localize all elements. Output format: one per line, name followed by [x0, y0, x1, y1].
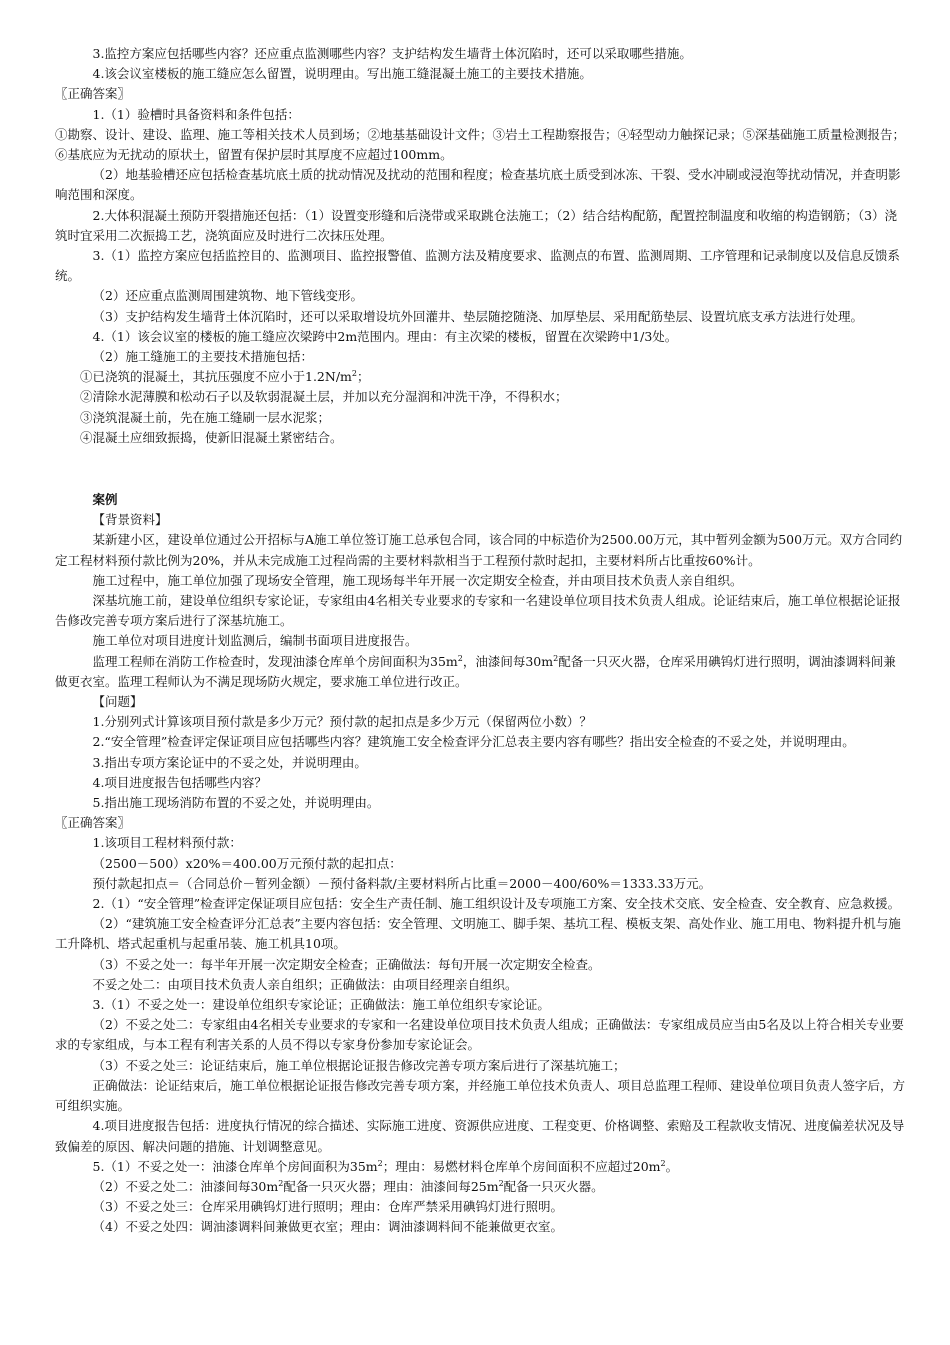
answer-1-1: 1.（1）验槽时具备资料和条件包括： [92, 106, 300, 122]
case-answer-3-1: 3.（1）不妥之处一：建设单位组织专家论证；正确做法：施工单位组织专家论证。 [92, 997, 550, 1013]
case-answer-2-2: （2）“建筑施工安全检查评分汇总表”主要内容包括：安全管理、文明施工、脚手架、基坑工程、模板支架、高处作业、施工用电、物料提升机与施工升降机、塔式起重机与起重吊装、施工机具10项。 [55, 916, 901, 952]
answer-section-1 [55, 44, 905, 448]
case-answer-3-4: 正确做法：论证结束后，施工单位根据论证报告修改完善专项方案，并经施工单位技术负责人、项目总监理工程师、建设单位项目负责人签字后，方可组织实施。 [55, 1077, 906, 1114]
case-answer-1: 1.该项目工程材料预付款： [92, 835, 242, 851]
answer-3-1: 3.（1）监控方案应包括监控目的、监测项目、监控报警值、监测方法及精度要求、监测点的布置、监测周期、工序管理和记录制度以及信息反馈系统。 [55, 248, 900, 284]
case-section [55, 490, 905, 1238]
case-question-4: 4.项目进度报告包括哪些内容？ [92, 774, 267, 790]
case-answer-1-calc: （2500－500）x20%＝400.00万元预付款的起扣点： [92, 855, 402, 871]
case-answer-2-3: （3）不妥之处一：每半年开展一次定期安全检查；正确做法：每旬开展一次定期安全检查。 [92, 956, 601, 972]
measure-3: ③浇筑混凝土前，先在施工缝刷一层水泥浆； [80, 409, 331, 425]
background-4: 施工单位对项目进度计划监测后，编制书面项目进度报告。 [92, 633, 418, 649]
answer-3-2: （2）还应重点监测周围建筑物、地下管线变形。 [92, 288, 363, 304]
case-question-2: 2.“安全管理”检查评定保证项目应包括哪些内容？建筑施工安全检查评分汇总表主要内容有哪些？指出安全检查的不妥之处，并说明理由。 [92, 734, 855, 750]
case-question-1: 1.分别列式计算该项目预付款是多少万元？预付款的起扣点是多少万元（保留两位小数）？ [92, 714, 592, 730]
background-5: 监理工程师在消防工作检查时，发现油漆仓库单个房间面积为$35m^2$，油漆间每$30m^2$配备一只灭火器，仓库采用碘钨灯进行照明，调油漆调料间兼做更衣室。监理工程师认为不满足现场防火规定，要求施工单位进行改正。 [55, 653, 896, 689]
background-2: 施工过程中，施工单位加强了现场安全管理，施工现场每半年开展一次定期安全检查，并由项目技术负责人亲自组织。 [92, 572, 743, 588]
case-question-5: 5.指出施工现场消防布置的不妥之处，并说明理由。 [92, 795, 380, 811]
case-answer-2-1: 2.（1）“安全管理”检查评定保证项目应包括：安全生产责任制、施工组织设计及专项施工方案、安全技术交底、安全检查、安全教育、应急救援。 [92, 896, 901, 912]
case-answer-1-start: 预付款起扣点＝（合同总价－暂列金额）－预付备料款/主要材料所占比重＝2000－400/60%＝1333.33万元。 [92, 875, 712, 891]
answer-4-1: 4.（1）该会议室的楼板的施工缝应次梁跨中2m范围内。理由：有主次梁的楼板，留置在次梁跨中1/3处。 [92, 328, 678, 344]
measure-2: ②清除水泥薄膜和松动石子以及软弱混凝土层，并加以充分湿润和冲洗干净，不得积水； [80, 389, 568, 405]
measure-4: ④混凝土应细致振捣，使新旧混凝土紧密结合。 [80, 429, 343, 445]
question-label: 【问题】 [92, 694, 143, 710]
case-question-3: 3.指出专项方案论证中的不妥之处，并说明理由。 [92, 754, 367, 770]
answer-1-2: （2）地基验槽还应包括检查基坑底土质的扰动情况及扰动的范围和程度；检查基坑底土质受到冰冻、干裂、受水冲刷或浸泡等扰动情况，并查明影响范围和深度。 [55, 167, 901, 203]
answer-4-2: （2）施工缝施工的主要技术措施包括： [92, 349, 313, 365]
case-answer-3-3: （3）不妥之处三：论证结束后，施工单位根据论证报告修改完善专项方案后进行了深基坑施工； [92, 1057, 626, 1073]
answer-label: 〖正确答案〗 [55, 86, 131, 102]
case-answer-5-3: （3）不妥之处三：仓库采用碘钨灯进行照明；理由：仓库严禁采用碘钨灯进行照明。 [92, 1199, 563, 1215]
case-title: 案例 [92, 492, 118, 507]
question-3: 3.监控方案应包括哪些内容？还应重点监测哪些内容？支护结构发生墙背土体沉陷时，还可以采取哪些措施。 [92, 46, 692, 61]
case-answer-5-2: （2）不妥之处二：油漆间每$30m^2$配备一只灭火器；理由：油漆间每$25m^2$配备一只灭火器。 [92, 1178, 604, 1194]
case-answer-4: 4.项目进度报告包括：进度执行情况的综合描述、实际施工进度、资源供应进度、工程变更、价格调整、索赔及工程款收支情况、进度偏差状况及导致偏差的原因、解决问题的措施、计划调整意见。 [55, 1118, 905, 1154]
background-label: 【背景资料】 [92, 512, 168, 528]
case-answer-5-1: 5.（1）不妥之处一：油漆仓库单个房间面积为$35m^2$；理由：易燃材料仓库单个房间面积不应超过$20m^2$。 [92, 1158, 679, 1174]
answer-2: 2.大体积混凝土预防开裂措施还包括：（1）设置变形缝和后浇带或采取跳仓法施工；（2）结合结构配筋，配置控制温度和收缩的构造钢筋；（3）浇筑时宜采用二次振捣工艺，浇筑面应及时进行二次抹压处理。 [55, 207, 898, 243]
answer-3-3: （3）支护结构发生墙背土体沉陷时，还可以采取增设坑外回灌井、垫层随挖随浇、加厚垫层、采用配筋垫层、设置坑底支承方法进行处理。 [92, 308, 863, 324]
case-answer-2-4: 不妥之处二：由项目技术负责人亲自组织；正确做法：由项目经理亲自组织。 [92, 976, 518, 992]
measure-1: ①已浇筑的混凝土，其抗压强度不应小于$1.2N/m^2$； [80, 369, 370, 385]
background-3: 深基坑施工前，建设单位组织专家论证，专家组由4名相关专业要求的专家和一名建设单位项目技术负责人组成。论证结束后，施工单位根据论证报告修改完善专项方案后进行了深基坑施工。 [55, 593, 901, 629]
background-1: 某新建小区，建设单位通过公开招标与A施工单位签订施工总承包合同，该合同的中标造价为2500.00万元，其中暂列金额为500万元。双方合同约定工程材料预付款比例为20%，并从未完成施工过程尚需的主要材料款相当于工程预付款时起扣，主要材料所占比重按60%计。 [55, 532, 903, 568]
case-answer-label: 〖正确答案〗 [55, 815, 131, 831]
case-answer-5-4: （4）不妥之处四：调油漆调料间兼做更衣室；理由：调油漆调料间不能兼做更衣室。 [92, 1219, 563, 1235]
question-4: 4.该会议室楼板的施工缝应怎么留置，说明理由。写出施工缝混凝土施工的主要技术措施。 [92, 66, 592, 82]
case-answer-3-2: （2）不妥之处二：专家组由4名相关专业要求的专家和一名建设单位项目技术负责人组成；正确做法：专家组成员应当由5名及以上符合相关专业要求的专家组成，与本工程有利害关系的人员不得以专家身份参加专家论证会。 [55, 1017, 904, 1053]
answer-1-1-detail: ①勘察、设计、建设、监理、施工等相关技术人员到场；②地基基础设计文件；③岩土工程勘察报告；④轻型动力触探记录；⑤深基础施工质量检测报告；⑥基底应为无扰动的原状土，留置有保护层时其厚度不应超过100mm。 [55, 126, 906, 163]
